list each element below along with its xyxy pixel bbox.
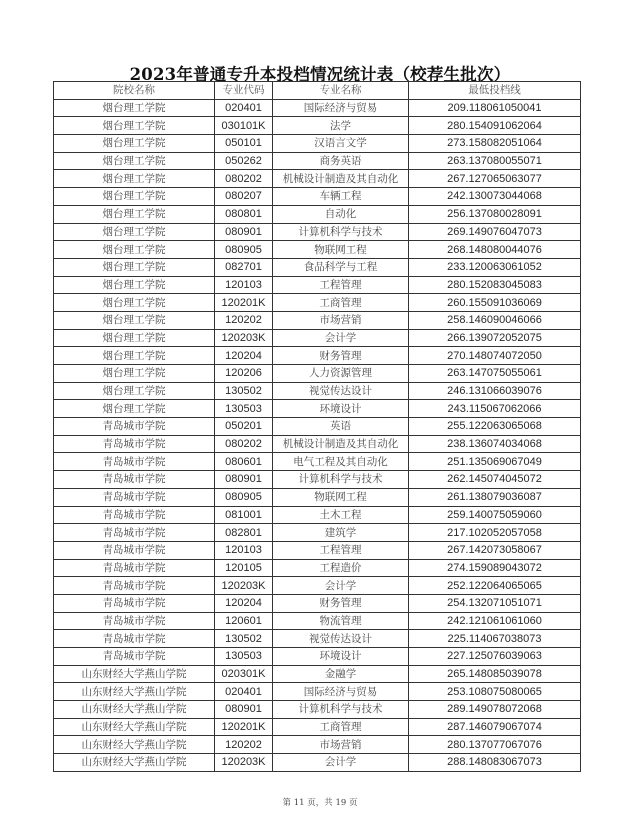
major-name-cell: 国际经济与贸易 <box>273 683 409 701</box>
major-name-cell: 物联网工程 <box>273 488 409 506</box>
school-name-cell: 青岛城市学院 <box>54 506 215 524</box>
school-name-cell: 青岛城市学院 <box>54 594 215 612</box>
table-row <box>54 612 581 630</box>
school-name-cell: 青岛城市学院 <box>54 559 215 577</box>
header-major-name: 专业名称 <box>273 82 409 100</box>
table-row <box>54 736 581 754</box>
major-code-cell: 080601 <box>215 453 273 471</box>
school-name-cell: 烟台理工学院 <box>54 241 215 259</box>
school-name-cell: 烟台理工学院 <box>54 205 215 223</box>
major-code-cell: 130502 <box>215 630 273 648</box>
major-code-cell: 120202 <box>215 736 273 754</box>
table-row <box>54 329 581 347</box>
min-score-cell: 289.149078072068 <box>409 701 581 719</box>
major-code-cell: 120601 <box>215 612 273 630</box>
major-name-cell: 食品科学与工程 <box>273 258 409 276</box>
major-name-cell: 车辆工程 <box>273 188 409 206</box>
major-name-cell: 建筑学 <box>273 524 409 542</box>
major-name-cell: 会计学 <box>273 577 409 595</box>
school-name-cell: 烟台理工学院 <box>54 99 215 117</box>
table-row <box>54 683 581 701</box>
table-row <box>54 594 581 612</box>
major-code-cell: 080905 <box>215 241 273 259</box>
major-code-cell: 080901 <box>215 223 273 241</box>
table-row <box>54 630 581 648</box>
table-row <box>54 524 581 542</box>
school-name-cell: 山东财经大学燕山学院 <box>54 736 215 754</box>
major-name-cell: 机械设计制造及其自动化 <box>273 435 409 453</box>
school-name-cell: 烟台理工学院 <box>54 117 215 135</box>
major-name-cell: 物联网工程 <box>273 241 409 259</box>
min-score-cell: 261.138079036087 <box>409 488 581 506</box>
min-score-cell: 258.146090046066 <box>409 311 581 329</box>
major-code-cell: 050101 <box>215 135 273 153</box>
major-name-cell: 土木工程 <box>273 506 409 524</box>
min-score-cell: 253.108075080065 <box>409 683 581 701</box>
major-code-cell: 080801 <box>215 205 273 223</box>
major-code-cell: 082701 <box>215 258 273 276</box>
header-school-name: 院校名称 <box>54 82 215 100</box>
school-name-cell: 烟台理工学院 <box>54 135 215 153</box>
min-score-cell: 265.148085039078 <box>409 665 581 683</box>
min-score-cell: 288.148083067073 <box>409 754 581 772</box>
table-row <box>54 648 581 666</box>
school-name-cell: 山东财经大学燕山学院 <box>54 718 215 736</box>
major-code-cell: 080901 <box>215 701 273 719</box>
table-row <box>54 418 581 436</box>
table-row <box>54 276 581 294</box>
major-code-cell: 120203K <box>215 329 273 347</box>
major-name-cell: 国际经济与贸易 <box>273 99 409 117</box>
major-code-cell: 080202 <box>215 170 273 188</box>
major-code-cell: 020301K <box>215 665 273 683</box>
major-code-cell: 050201 <box>215 418 273 436</box>
major-code-cell: 130502 <box>215 382 273 400</box>
school-name-cell: 烟台理工学院 <box>54 347 215 365</box>
school-name-cell: 烟台理工学院 <box>54 382 215 400</box>
min-score-cell: 254.132071051071 <box>409 594 581 612</box>
table-header-row <box>54 82 581 100</box>
major-code-cell: 120204 <box>215 594 273 612</box>
major-name-cell: 英语 <box>273 418 409 436</box>
major-code-cell: 120204 <box>215 347 273 365</box>
major-code-cell: 120201K <box>215 718 273 736</box>
school-name-cell: 山东财经大学燕山学院 <box>54 754 215 772</box>
min-score-cell: 287.146079067074 <box>409 718 581 736</box>
table-row <box>54 294 581 312</box>
table-row <box>54 258 581 276</box>
min-score-cell: 225.114067038073 <box>409 630 581 648</box>
min-score-cell: 238.136074034068 <box>409 435 581 453</box>
min-score-cell: 280.152083045083 <box>409 276 581 294</box>
table-row <box>54 241 581 259</box>
table-row <box>54 718 581 736</box>
major-code-cell: 120201K <box>215 294 273 312</box>
major-name-cell: 会计学 <box>273 329 409 347</box>
table-row <box>54 99 581 117</box>
major-code-cell: 120202 <box>215 311 273 329</box>
min-score-cell: 269.149076047073 <box>409 223 581 241</box>
school-name-cell: 青岛城市学院 <box>54 453 215 471</box>
table-row <box>54 577 581 595</box>
major-name-cell: 环境设计 <box>273 400 409 418</box>
school-name-cell: 烟台理工学院 <box>54 311 215 329</box>
major-name-cell: 机械设计制造及其自动化 <box>273 170 409 188</box>
school-name-cell: 青岛城市学院 <box>54 418 215 436</box>
table-row <box>54 701 581 719</box>
major-name-cell: 工商管理 <box>273 718 409 736</box>
admission-score-table <box>53 81 581 772</box>
school-name-cell: 烟台理工学院 <box>54 223 215 241</box>
document-title: 2023年普通专升本投档情况统计表（校荐生批次） <box>129 65 511 84</box>
school-name-cell: 山东财经大学燕山学院 <box>54 701 215 719</box>
major-code-cell: 082801 <box>215 524 273 542</box>
major-name-cell: 计算机科学与技术 <box>273 701 409 719</box>
table-row <box>54 365 581 383</box>
major-code-cell: 020401 <box>215 99 273 117</box>
major-name-cell: 市场营销 <box>273 311 409 329</box>
table-row <box>54 382 581 400</box>
school-name-cell: 烟台理工学院 <box>54 276 215 294</box>
min-score-cell: 209.118061050041 <box>409 99 581 117</box>
min-score-cell: 260.155091036069 <box>409 294 581 312</box>
major-name-cell: 视觉传达设计 <box>273 630 409 648</box>
min-score-cell: 233.120063061052 <box>409 258 581 276</box>
school-name-cell: 烟台理工学院 <box>54 400 215 418</box>
major-code-cell: 120105 <box>215 559 273 577</box>
major-name-cell: 工程管理 <box>273 541 409 559</box>
table-row <box>54 170 581 188</box>
min-score-cell: 273.158082051064 <box>409 135 581 153</box>
min-score-cell: 243.115067062066 <box>409 400 581 418</box>
major-name-cell: 金融学 <box>273 665 409 683</box>
min-score-cell: 242.130073044068 <box>409 188 581 206</box>
table-row <box>54 665 581 683</box>
major-name-cell: 财务管理 <box>273 594 409 612</box>
major-name-cell: 自动化 <box>273 205 409 223</box>
table-row <box>54 488 581 506</box>
major-code-cell: 081001 <box>215 506 273 524</box>
major-code-cell: 120203K <box>215 577 273 595</box>
major-code-cell: 120103 <box>215 276 273 294</box>
min-score-cell: 227.125076039063 <box>409 648 581 666</box>
min-score-cell: 251.135069067049 <box>409 453 581 471</box>
major-name-cell: 会计学 <box>273 754 409 772</box>
major-name-cell: 汉语言文学 <box>273 135 409 153</box>
school-name-cell: 青岛城市学院 <box>54 612 215 630</box>
major-name-cell: 计算机科学与技术 <box>273 223 409 241</box>
major-name-cell: 视觉传达设计 <box>273 382 409 400</box>
school-name-cell: 烟台理工学院 <box>54 258 215 276</box>
min-score-cell: 263.147075055061 <box>409 365 581 383</box>
major-name-cell: 财务管理 <box>273 347 409 365</box>
major-name-cell: 法学 <box>273 117 409 135</box>
major-code-cell: 080901 <box>215 471 273 489</box>
min-score-cell: 242.121061061060 <box>409 612 581 630</box>
min-score-cell: 252.122064065065 <box>409 577 581 595</box>
table-row <box>54 506 581 524</box>
major-code-cell: 130503 <box>215 400 273 418</box>
major-code-cell: 120203K <box>215 754 273 772</box>
major-code-cell: 030101K <box>215 117 273 135</box>
major-code-cell: 080207 <box>215 188 273 206</box>
table-row <box>54 541 581 559</box>
table-row <box>54 400 581 418</box>
major-name-cell: 工商管理 <box>273 294 409 312</box>
major-name-cell: 物流管理 <box>273 612 409 630</box>
table-row <box>54 453 581 471</box>
header-major-code: 专业代码 <box>215 82 273 100</box>
school-name-cell: 青岛城市学院 <box>54 648 215 666</box>
major-code-cell: 050262 <box>215 152 273 170</box>
school-name-cell: 青岛城市学院 <box>54 524 215 542</box>
table-row <box>54 347 581 365</box>
school-name-cell: 烟台理工学院 <box>54 329 215 347</box>
school-name-cell: 烟台理工学院 <box>54 170 215 188</box>
page-footer: 第 11 页，共 19 页 <box>282 798 358 808</box>
major-name-cell: 环境设计 <box>273 648 409 666</box>
major-name-cell: 计算机科学与技术 <box>273 471 409 489</box>
table-row <box>54 559 581 577</box>
major-name-cell: 工程管理 <box>273 276 409 294</box>
school-name-cell: 青岛城市学院 <box>54 471 215 489</box>
school-name-cell: 青岛城市学院 <box>54 630 215 648</box>
min-score-cell: 255.122063065068 <box>409 418 581 436</box>
major-code-cell: 080905 <box>215 488 273 506</box>
school-name-cell: 山东财经大学燕山学院 <box>54 665 215 683</box>
major-code-cell: 130503 <box>215 648 273 666</box>
min-score-cell: 268.148080044076 <box>409 241 581 259</box>
header-min-score: 最低投档线 <box>409 82 581 100</box>
table-row <box>54 117 581 135</box>
min-score-cell: 262.145074045072 <box>409 471 581 489</box>
major-name-cell: 电气工程及其自动化 <box>273 453 409 471</box>
major-code-cell: 120206 <box>215 365 273 383</box>
major-code-cell: 120103 <box>215 541 273 559</box>
school-name-cell: 烟台理工学院 <box>54 152 215 170</box>
school-name-cell: 山东财经大学燕山学院 <box>54 683 215 701</box>
min-score-cell: 259.140075059060 <box>409 506 581 524</box>
major-code-cell: 080202 <box>215 435 273 453</box>
min-score-cell: 263.137080055071 <box>409 152 581 170</box>
school-name-cell: 烟台理工学院 <box>54 294 215 312</box>
major-code-cell: 020401 <box>215 683 273 701</box>
min-score-cell: 280.154091062064 <box>409 117 581 135</box>
min-score-cell: 267.127065063077 <box>409 170 581 188</box>
min-score-cell: 246.131066039076 <box>409 382 581 400</box>
min-score-cell: 274.159089043072 <box>409 559 581 577</box>
min-score-cell: 217.102052057058 <box>409 524 581 542</box>
min-score-cell: 266.139072052075 <box>409 329 581 347</box>
table-body <box>54 99 581 771</box>
major-name-cell: 人力资源管理 <box>273 365 409 383</box>
table-row <box>54 471 581 489</box>
table-row <box>54 435 581 453</box>
school-name-cell: 青岛城市学院 <box>54 488 215 506</box>
table-row <box>54 188 581 206</box>
min-score-cell: 280.137077067076 <box>409 736 581 754</box>
table-row <box>54 205 581 223</box>
table-row <box>54 311 581 329</box>
major-name-cell: 市场营销 <box>273 736 409 754</box>
min-score-cell: 267.142073058067 <box>409 541 581 559</box>
school-name-cell: 青岛城市学院 <box>54 541 215 559</box>
major-name-cell: 工程造价 <box>273 559 409 577</box>
min-score-cell: 256.137080028091 <box>409 205 581 223</box>
major-name-cell: 商务英语 <box>273 152 409 170</box>
school-name-cell: 青岛城市学院 <box>54 577 215 595</box>
school-name-cell: 烟台理工学院 <box>54 365 215 383</box>
table-row <box>54 135 581 153</box>
min-score-cell: 270.148074072050 <box>409 347 581 365</box>
table-row <box>54 223 581 241</box>
table-row <box>54 754 581 772</box>
table-row <box>54 152 581 170</box>
school-name-cell: 烟台理工学院 <box>54 188 215 206</box>
school-name-cell: 青岛城市学院 <box>54 435 215 453</box>
